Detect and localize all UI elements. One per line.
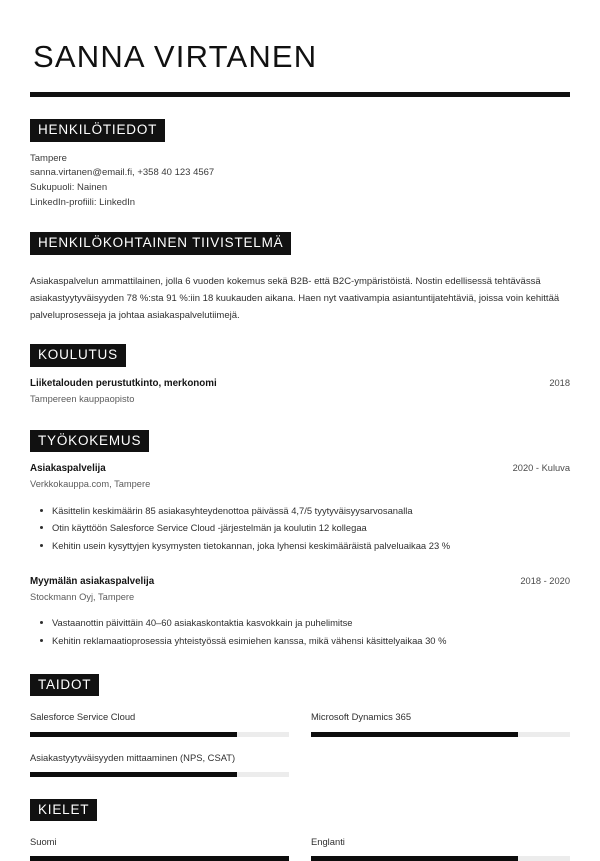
experience-date: 2020 - Kuluva	[512, 463, 570, 474]
contact-block	[30, 152, 570, 211]
contact-gender: Sukupuoli: Nainen	[30, 182, 108, 194]
language-level-track	[30, 856, 289, 861]
experience-role: Myymälän asiakaspalvelija	[30, 576, 155, 588]
language-level-fill	[311, 856, 518, 861]
header-divider	[30, 92, 570, 97]
education-school: Tampereen kauppaopisto	[30, 393, 135, 404]
section-experience	[30, 430, 570, 650]
list-item: Käsittelin keskimäärin 85 asiakasyhteydenottoa päivässä 4,7/5 tyytyväisyysarvosanalla	[52, 502, 570, 520]
language-item	[311, 835, 570, 861]
section-skills	[30, 674, 570, 777]
skill-label: Asiakastyytyväisyyden mittaaminen (NPS, CSAT)	[30, 751, 236, 763]
education-entry-head	[30, 377, 570, 392]
experience-bullet-list	[30, 502, 570, 556]
contact-email-phone[interactable]: sanna.virtanen@email.fi, +358 40 123 4567	[30, 167, 215, 179]
education-entry	[30, 377, 570, 406]
spacer	[30, 214, 570, 232]
section-heading-experience: TYÖKOKEMUS	[30, 430, 149, 453]
section-heading-languages: KIELET	[30, 799, 97, 822]
experience-employer: Verkkokauppa.com, Tampere	[30, 479, 151, 490]
experience-entry-head	[30, 575, 570, 590]
skills-grid	[30, 710, 570, 776]
language-label: Englanti	[311, 836, 345, 848]
contact-location: Tampere	[30, 152, 67, 164]
section-languages	[30, 799, 570, 861]
skill-label: Salesforce Service Cloud	[30, 711, 136, 723]
section-heading-personal: HENKILÖTIEDOT	[30, 119, 165, 142]
language-item	[30, 835, 289, 861]
skill-item	[311, 710, 570, 736]
education-date: 2018	[549, 377, 570, 388]
language-level-track	[311, 856, 570, 861]
list-item: Kehitin usein kysyttyjen kysymysten tietokannan, joka lyhensi keskimääräistä palveluaikaa 23 %	[52, 537, 570, 555]
skill-item	[30, 710, 289, 736]
skill-level-track	[311, 732, 570, 737]
section-summary	[30, 232, 570, 324]
experience-role: Asiakaspalvelija	[30, 463, 106, 475]
experience-date: 2018 - 2020	[520, 576, 570, 587]
section-personal-details	[30, 119, 570, 210]
spacer	[30, 781, 570, 799]
spacer	[30, 656, 570, 674]
skill-level-track	[30, 772, 289, 777]
list-item: Kehitin reklamaatioprosessia yhteistyössä esimiehen kanssa, mikä vähensi käsittelyaikaa 30 %	[52, 632, 570, 650]
experience-employer: Stockmann Oyj, Tampere	[30, 591, 135, 602]
languages-grid	[30, 835, 570, 861]
list-item: Otin käyttöön Salesforce Service Cloud -järjestelmän ja koulutin 12 kollegaa	[52, 519, 570, 537]
skill-level-fill	[311, 732, 518, 737]
spacer	[30, 561, 570, 575]
section-education	[30, 344, 570, 406]
skill-item	[30, 751, 289, 777]
experience-bullet-list	[30, 614, 570, 650]
spacer	[30, 330, 570, 344]
section-heading-skills: TAIDOT	[30, 674, 99, 697]
experience-entry	[30, 462, 570, 555]
education-degree: Liiketalouden perustutkinto, merkonomi	[30, 377, 217, 389]
skill-level-track	[30, 732, 289, 737]
skill-level-fill	[30, 772, 237, 777]
page-title: SANNA VIRTANEN	[33, 39, 318, 74]
language-level-fill	[30, 856, 289, 861]
experience-entry	[30, 575, 570, 650]
contact-linkedin[interactable]: LinkedIn-profiili: LinkedIn	[30, 196, 136, 208]
section-heading-summary: HENKILÖKOHTAINEN TIIVISTELMÄ	[30, 232, 291, 255]
skill-label: Microsoft Dynamics 365	[311, 711, 412, 723]
summary-text: Asiakaspalvelun ammattilainen, jolla 6 vuoden kokemus sekä B2B- että B2C-ympäristöistä. Nostin edellisessä tehtävässä asiakastyytyväisyyden 78 %:sta 91 %:iin 18 kuukauden aikana. Haen nyt vaativampia asiantuntijatehtäviä, joissa voin kehittää palveluprosesseja ja johtaa asiakaspalvelutiimejä.	[30, 276, 560, 321]
list-item: Vastaanottin päivittäin 40–60 asiakaskontaktia kasvokkain ja puhelimitse	[52, 614, 570, 632]
spacer	[30, 412, 570, 430]
section-heading-education: KOULUTUS	[30, 344, 126, 367]
language-label: Suomi	[30, 836, 57, 848]
experience-entry-head	[30, 462, 570, 477]
skill-level-fill	[30, 732, 237, 737]
